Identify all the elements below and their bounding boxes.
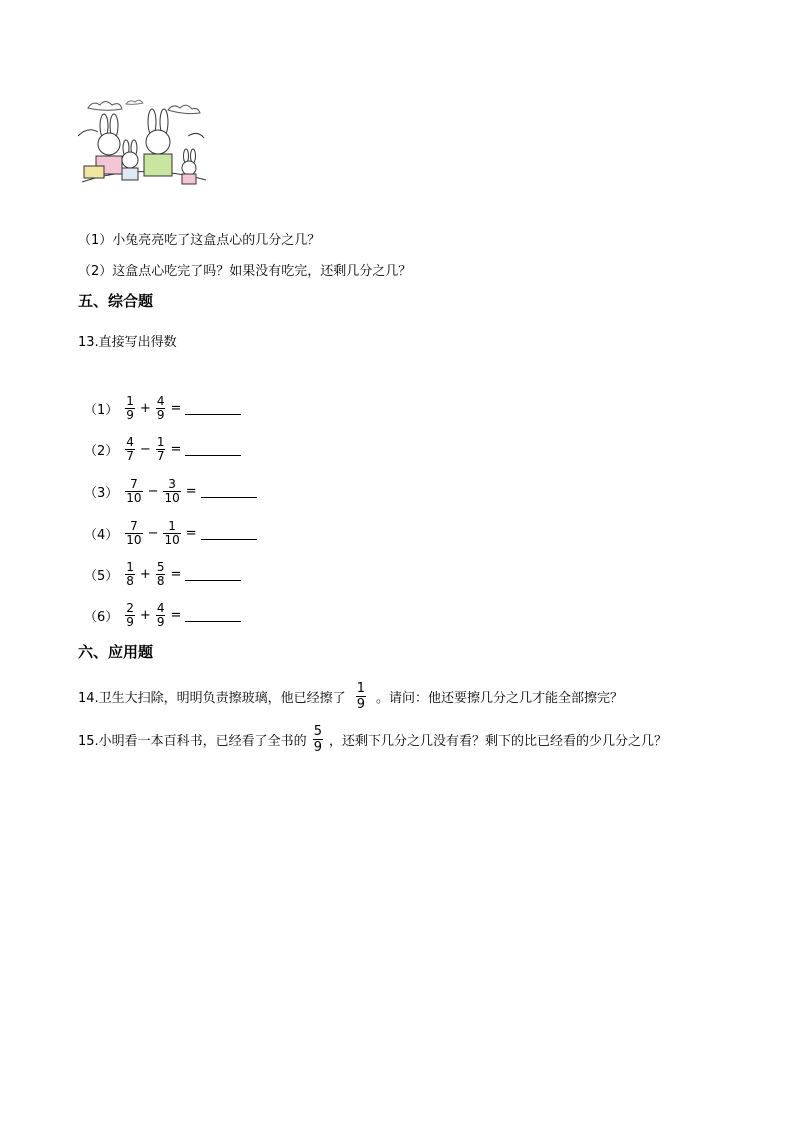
equation-index: （6） — [84, 609, 119, 625]
fraction — [156, 561, 166, 588]
equals-sign: = — [170, 566, 182, 582]
answer-blank[interactable] — [185, 443, 241, 456]
fraction-numerator: 1 — [126, 393, 134, 408]
fraction — [125, 602, 135, 629]
fraction-denominator: 9 — [313, 739, 322, 755]
equation-index: （3） — [84, 485, 119, 501]
fraction-numerator: 7 — [130, 518, 138, 533]
equals-sign: = — [185, 525, 197, 541]
answer-blank[interactable] — [185, 402, 241, 415]
fraction — [156, 602, 166, 629]
fraction — [156, 436, 166, 463]
equals-sign: = — [185, 483, 197, 499]
fraction-denominator: 9 — [156, 407, 165, 422]
equation-item — [84, 434, 241, 464]
fraction — [125, 436, 135, 463]
equation-index: （2） — [84, 443, 119, 459]
fraction — [125, 395, 135, 422]
rabbits-picnic-illustration — [78, 96, 208, 192]
fraction — [125, 520, 142, 547]
operator: + — [139, 566, 151, 582]
fraction-numerator: 1 — [156, 434, 165, 449]
fraction-denominator: 9 — [126, 614, 134, 629]
fraction-numerator: 2 — [126, 600, 134, 615]
fraction-denominator: 9 — [126, 407, 134, 422]
equation-index: （4） — [84, 527, 119, 543]
answer-blank[interactable] — [185, 568, 241, 581]
fraction-numerator: 5 — [156, 559, 165, 574]
fraction-numerator: 5 — [313, 723, 322, 739]
equation-item — [84, 476, 257, 506]
fraction — [125, 478, 142, 505]
fraction-denominator: 7 — [156, 448, 165, 463]
answer-blank[interactable] — [201, 485, 257, 498]
fraction-numerator: 4 — [126, 434, 134, 449]
equals-sign: = — [170, 607, 182, 623]
fraction-numerator: 7 — [130, 476, 138, 491]
fraction — [156, 395, 166, 422]
question-13: 13.直接写出得数 — [78, 335, 177, 350]
fraction-denominator: 10 — [126, 490, 142, 505]
question-text: 15.小明看一本百科书，已经看了全书的 — [78, 733, 307, 749]
operator: − — [147, 483, 159, 499]
fraction — [125, 561, 135, 588]
question-14 — [78, 676, 623, 716]
fraction-numerator: 1 — [356, 680, 365, 696]
fraction-numerator: 1 — [168, 518, 176, 533]
section-title: 六、应用题 — [78, 643, 154, 661]
fraction-denominator: 9 — [156, 614, 165, 629]
question-text: 14.卫生大扫除，明明负责擦玻璃，他已经擦了 — [78, 690, 346, 706]
operator: + — [139, 400, 151, 416]
equals-sign: = — [170, 441, 182, 457]
fraction — [163, 478, 180, 505]
section-title: 五、综合题 — [78, 292, 154, 310]
equation-index: （1） — [84, 402, 119, 418]
fraction-denominator: 10 — [126, 532, 142, 547]
question-15 — [78, 719, 667, 759]
fraction-denominator: 10 — [164, 490, 180, 505]
fraction-numerator: 3 — [168, 476, 176, 491]
question-text: 。请问：他还要擦几分之几才能全部擦完？ — [375, 690, 623, 706]
fraction-numerator: 4 — [156, 393, 165, 408]
operator: + — [139, 607, 151, 623]
question-text: ，还剩下几分之几没有看？剩下的比已经看的少几分之几？ — [328, 733, 667, 749]
answer-blank[interactable] — [185, 609, 241, 622]
equation-index: （5） — [84, 568, 119, 584]
fraction-numerator: 1 — [126, 559, 134, 574]
fraction — [163, 520, 180, 547]
fraction-denominator: 9 — [356, 696, 365, 712]
fraction-numerator: 4 — [156, 600, 165, 615]
sub-question-2: （2）这盒点心吃完了吗？如果没有吃完，还剩几分之几？ — [78, 264, 412, 279]
fraction-denominator: 7 — [126, 448, 134, 463]
fraction — [313, 724, 323, 755]
equation-item — [84, 393, 241, 423]
equation-item — [84, 559, 241, 589]
operator: − — [147, 525, 159, 541]
sub-question-1: （1）小兔亮亮吃了这盒点心的几分之几？ — [78, 233, 321, 248]
fraction-denominator: 8 — [126, 573, 134, 588]
operator: − — [139, 441, 151, 457]
equation-item — [84, 600, 241, 630]
fraction-denominator: 8 — [156, 573, 165, 588]
equals-sign: = — [170, 400, 182, 416]
equation-item — [84, 518, 257, 548]
fraction-denominator: 10 — [164, 532, 180, 547]
answer-blank[interactable] — [201, 527, 257, 540]
fraction — [356, 681, 366, 712]
